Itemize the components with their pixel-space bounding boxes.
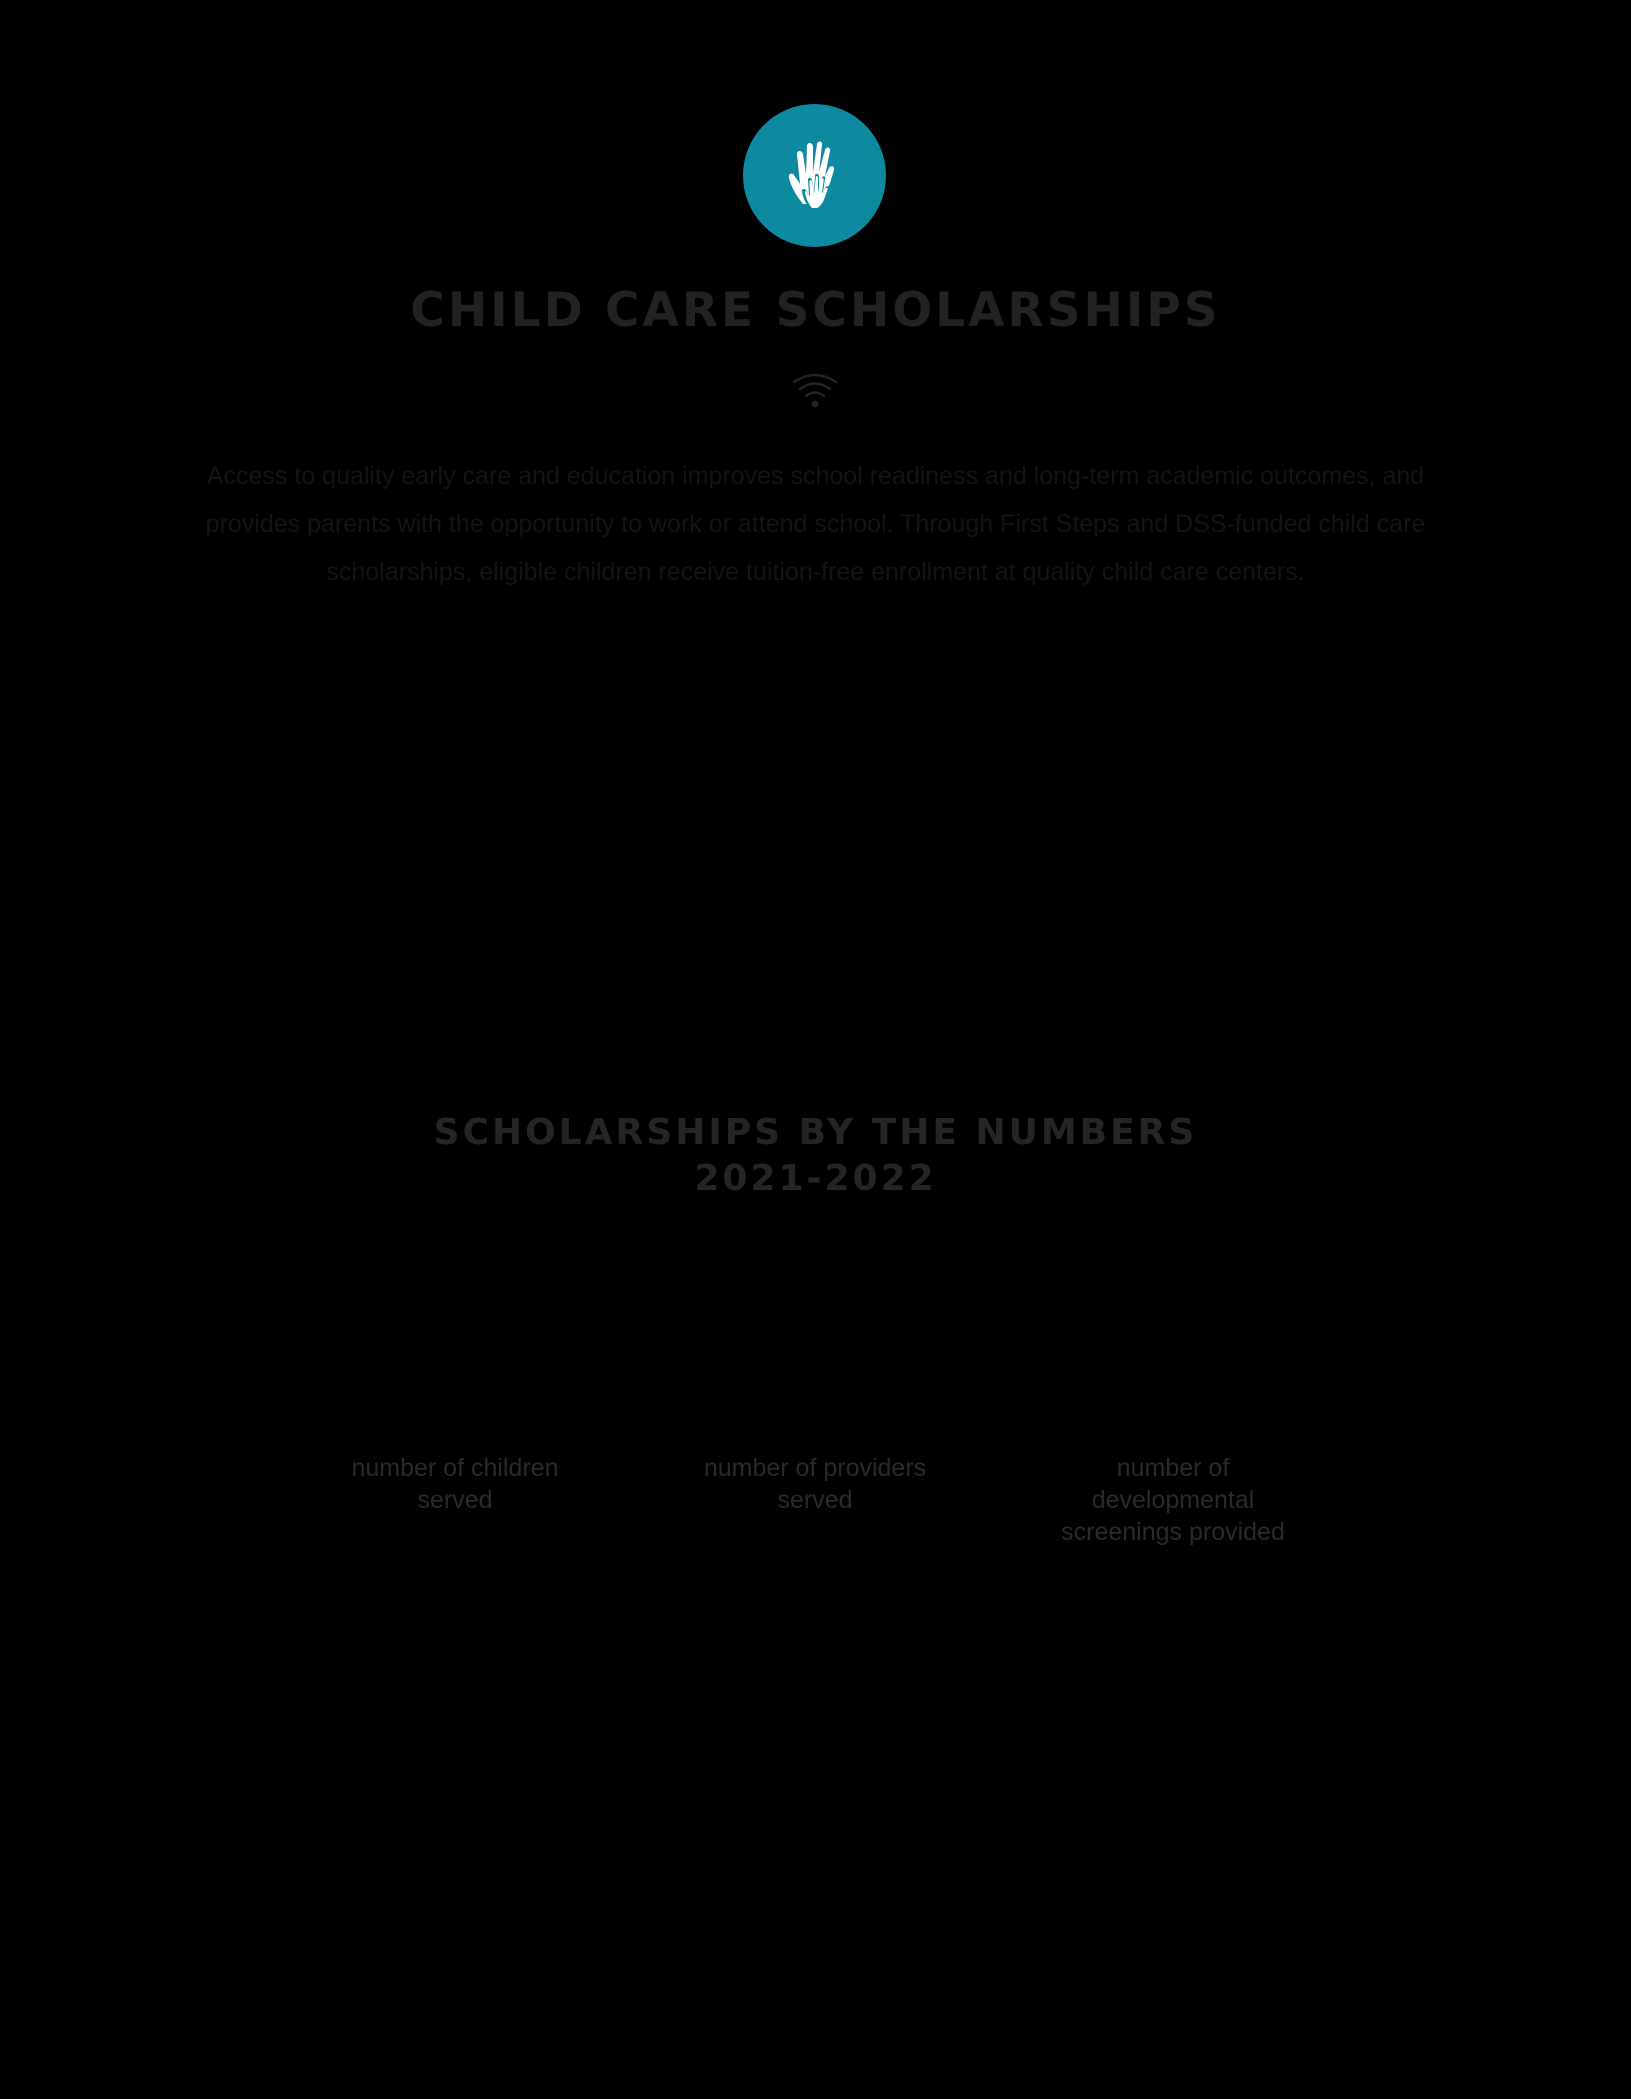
numbers-section-title (0, 1110, 1631, 1202)
logo-badge (743, 104, 886, 247)
intro-paragraph: Access to quality early care and education improves school readiness and long-term academic outcomes, and provides parents with the opportunity to work or attend school. Through First Steps and DSS-funded child care scholarships, eligible children receive tuition-free enrollment at quality child care centers. (205, 462, 1426, 586)
numbers-title-line-2: 2021-2022 (694, 1158, 937, 1199)
stat-children-served: number of children served (351, 1454, 559, 1514)
hands-icon (773, 134, 857, 218)
numbers-title-line-1: SCHOLARSHIPS BY THE NUMBERS (433, 1112, 1198, 1153)
wifi-icon (791, 372, 839, 414)
stat-providers-served: number of providers served (703, 1454, 927, 1514)
page-title: CHILD CARE SCHOLARSHIPS (410, 283, 1221, 338)
stat-screenings-provided: number of developmental screenings provided (1061, 1454, 1285, 1546)
